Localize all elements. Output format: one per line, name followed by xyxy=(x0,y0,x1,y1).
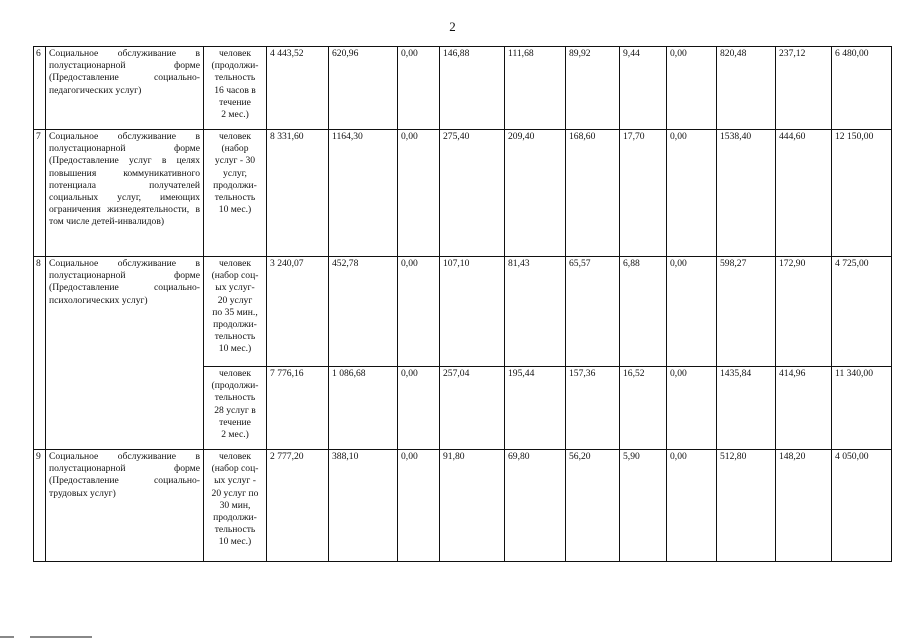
unit-text: человек (набор услуг - 30 услуг, продолжи- тельность 10 мес.) xyxy=(213,131,257,216)
service-name: Социальное обслуживание в полустационарной форме (Предоставление социально-трудовых услуг) xyxy=(46,450,204,562)
value-cell: 148,20 xyxy=(776,450,832,562)
unit-text: человек (набор соц- ых услуг- 20 услуг по 35 мин., продолжи- тельность 10 мес.) xyxy=(211,258,259,355)
value-cell: 146,88 xyxy=(440,47,505,130)
table-row xyxy=(34,47,892,130)
total-cell: 4 050,00 xyxy=(832,450,892,562)
value-cell: 0,00 xyxy=(667,47,717,130)
value-cell: 512,80 xyxy=(717,450,776,562)
value-cell: 111,68 xyxy=(505,47,566,130)
value-cell: 444,60 xyxy=(776,130,832,257)
unit-cell xyxy=(204,47,267,130)
total-cell: 12 150,00 xyxy=(832,130,892,257)
value-cell: 6,88 xyxy=(620,257,667,367)
value-cell: 0,00 xyxy=(398,257,440,367)
value-cell: 257,04 xyxy=(440,367,505,450)
total-cell: 4 725,00 xyxy=(832,257,892,367)
unit-text: человек (набор соц- ых услуг - 20 услуг по 30 мин, продолжи- тельность 10 мес.) xyxy=(211,451,259,548)
value-cell: 69,80 xyxy=(505,450,566,562)
value-cell: 0,00 xyxy=(667,450,717,562)
table-row xyxy=(34,257,892,367)
unit-cell xyxy=(204,450,267,562)
unit-cell xyxy=(204,257,267,367)
service-name: Социальное обслуживание в полустационарной форме (Предоставление услуг в целях повышения коммуникативного потенциала получателей социальных услуг, имеющих ограничения жизнедеятельности, в том числе детей-инвалидов) xyxy=(46,130,204,257)
value-cell: 17,70 xyxy=(620,130,667,257)
value-cell: 9,44 xyxy=(620,47,667,130)
value-cell: 388,10 xyxy=(329,450,398,562)
unit-text: человек (продолжи- тельность 28 услуг в течение 2 мес.) xyxy=(211,368,259,441)
value-cell: 5,90 xyxy=(620,450,667,562)
value-cell: 8 331,60 xyxy=(267,130,329,257)
value-cell: 0,00 xyxy=(398,47,440,130)
total-cell: 6 480,00 xyxy=(832,47,892,130)
value-cell: 0,00 xyxy=(398,130,440,257)
value-cell: 1 086,68 xyxy=(329,367,398,450)
value-cell: 65,57 xyxy=(566,257,620,367)
value-cell: 172,90 xyxy=(776,257,832,367)
value-cell: 0,00 xyxy=(398,450,440,562)
value-cell: 4 443,52 xyxy=(267,47,329,130)
value-cell: 195,44 xyxy=(505,367,566,450)
value-cell: 275,40 xyxy=(440,130,505,257)
unit-cell xyxy=(204,130,267,257)
row-number: 7 xyxy=(34,130,46,257)
value-cell: 107,10 xyxy=(440,257,505,367)
row-number: 8 xyxy=(34,257,46,450)
row-number: 6 xyxy=(34,47,46,130)
value-cell: 56,20 xyxy=(566,450,620,562)
value-cell: 7 776,16 xyxy=(267,367,329,450)
value-cell: 452,78 xyxy=(329,257,398,367)
value-cell: 209,40 xyxy=(505,130,566,257)
value-cell: 1435,84 xyxy=(717,367,776,450)
value-cell: 0,00 xyxy=(667,130,717,257)
page-number: 2 xyxy=(449,19,456,34)
value-cell: 16,52 xyxy=(620,367,667,450)
value-cell: 0,00 xyxy=(667,257,717,367)
unit-text: человек (продолжи- тельность 16 часов в течение 2 мес.) xyxy=(211,48,259,121)
value-cell: 0,00 xyxy=(398,367,440,450)
total-cell: 11 340,00 xyxy=(832,367,892,450)
value-cell: 620,96 xyxy=(329,47,398,130)
row-number: 9 xyxy=(34,450,46,562)
value-cell: 414,96 xyxy=(776,367,832,450)
scan-artifact xyxy=(0,634,130,640)
service-name: Социальное обслуживание в полустационарной форме (Предоставление социально-педагогических услуг) xyxy=(46,47,204,130)
tariff-table xyxy=(33,46,892,562)
value-cell: 598,27 xyxy=(717,257,776,367)
value-cell: 3 240,07 xyxy=(267,257,329,367)
table-row xyxy=(34,450,892,562)
value-cell: 237,12 xyxy=(776,47,832,130)
value-cell: 91,80 xyxy=(440,450,505,562)
service-name: Социальное обслуживание в полустационарной форме (Предоставление социально-психологических услуг) xyxy=(46,257,204,450)
value-cell: 168,60 xyxy=(566,130,620,257)
value-cell: 2 777,20 xyxy=(267,450,329,562)
value-cell: 820,48 xyxy=(717,47,776,130)
value-cell: 1164,30 xyxy=(329,130,398,257)
value-cell: 157,36 xyxy=(566,367,620,450)
value-cell: 1538,40 xyxy=(717,130,776,257)
unit-cell xyxy=(204,367,267,450)
value-cell: 0,00 xyxy=(667,367,717,450)
value-cell: 81,43 xyxy=(505,257,566,367)
value-cell: 89,92 xyxy=(566,47,620,130)
table-row xyxy=(34,130,892,257)
